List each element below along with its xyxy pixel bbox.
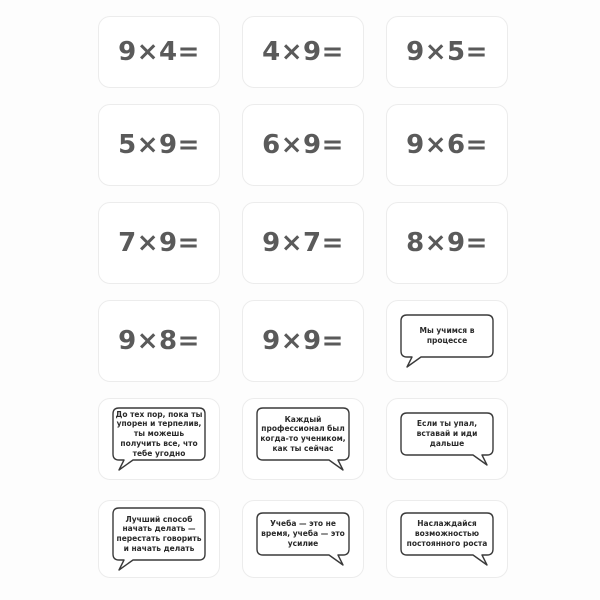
quote-text: Лучший способ начать делать — перестать говорить и начать делать: [116, 514, 202, 553]
speech-bubble: [397, 311, 497, 371]
equation-text: 5×9=: [118, 130, 200, 160]
speech-bubble: [397, 509, 497, 569]
equation-card: [386, 16, 508, 88]
quote-text: Учеба — это не время, учеба — это усилие: [261, 519, 345, 548]
speech-bubble: [397, 409, 497, 469]
equation-card: [242, 104, 364, 186]
speech-bubble: [253, 406, 353, 472]
speech-bubble: [109, 406, 209, 472]
card-grid: [98, 6, 508, 600]
quote-text: Каждый профессионал был когда-то учеником, как ты сейчас: [260, 414, 346, 453]
speech-bubble: [253, 509, 353, 569]
quote-text: До тех пор, пока ты упорен и терпелив, ты можешь получить все, что тебе угодно: [115, 409, 203, 458]
equation-card: [242, 202, 364, 284]
quote-card: [386, 500, 508, 578]
equation-card: [242, 16, 364, 88]
quote-card: [242, 500, 364, 578]
equation-card: [386, 202, 508, 284]
quote-card: [98, 398, 220, 480]
equation-text: 9×4=: [118, 37, 200, 67]
speech-bubble: [109, 506, 209, 572]
equation-card: [98, 16, 220, 88]
equation-text: 9×8=: [118, 326, 200, 356]
equation-text: 9×7=: [262, 228, 344, 258]
quote-text: Если ты упал, вставай и иди дальше: [416, 419, 478, 448]
quote-text: Мы учимся в процессе: [419, 326, 475, 345]
equation-card: [98, 104, 220, 186]
quote-text: Наслаждайся возможностью постоянного роста: [406, 519, 488, 548]
equation-text: 9×6=: [406, 130, 488, 160]
equation-card: [98, 202, 220, 284]
quote-card: [242, 398, 364, 480]
equation-text: 8×9=: [406, 228, 488, 258]
equation-text: 7×9=: [118, 228, 200, 258]
equation-text: 6×9=: [262, 130, 344, 160]
quote-card: [386, 300, 508, 382]
equation-card: [386, 104, 508, 186]
equation-text: 9×9=: [262, 326, 344, 356]
quote-card: [386, 398, 508, 480]
equation-card: [98, 300, 220, 382]
equation-card: [242, 300, 364, 382]
quote-card: [98, 500, 220, 578]
equation-text: 9×5=: [406, 37, 488, 67]
equation-text: 4×9=: [262, 37, 344, 67]
